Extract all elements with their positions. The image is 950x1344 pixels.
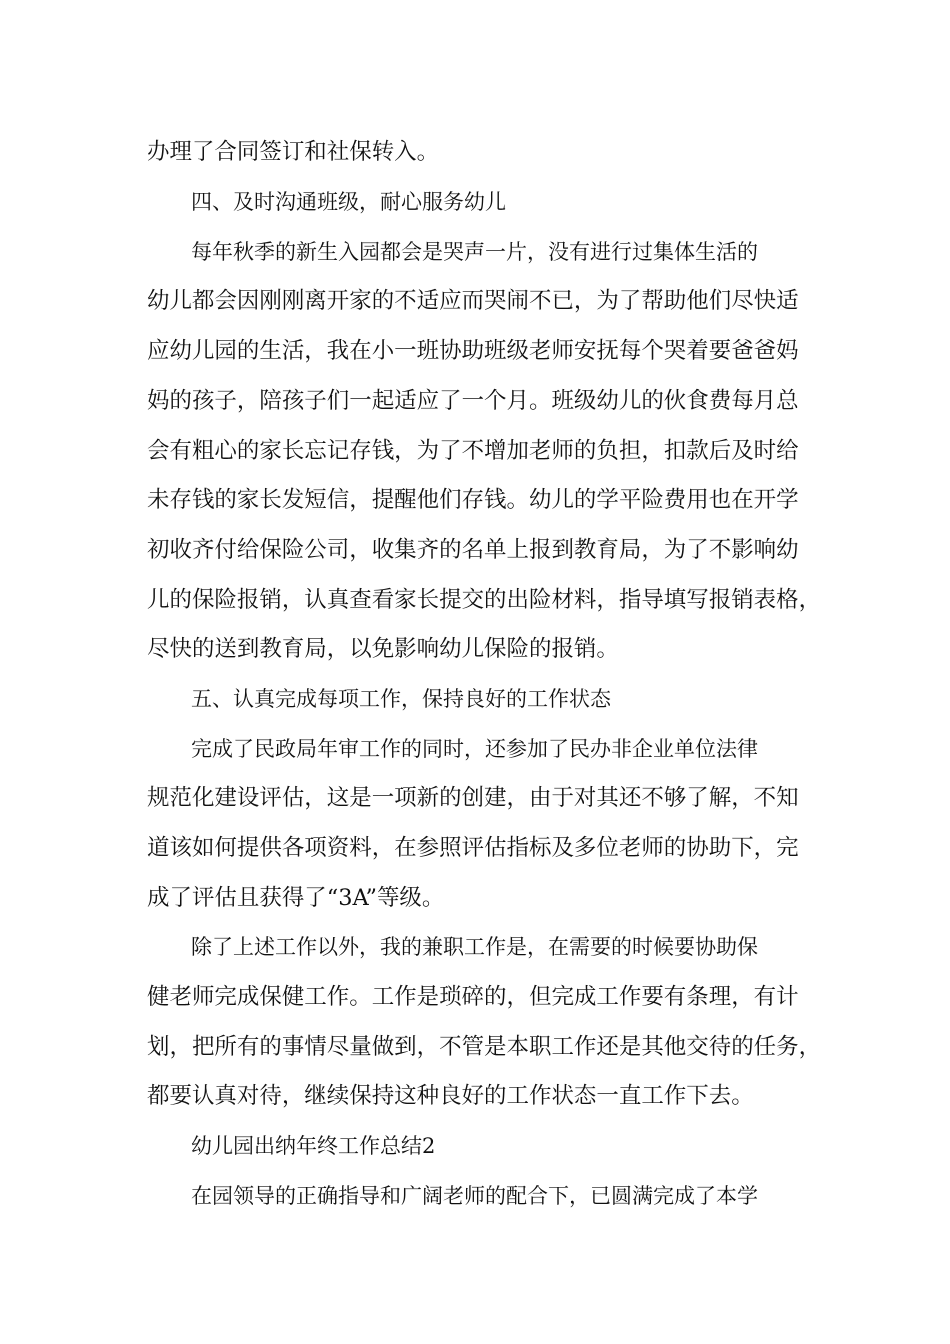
paragraph-line: 应幼儿园的生活，我在小一班协助班级老师安抚每个哭着要爸爸妈	[147, 338, 799, 364]
paragraph-line: 尽快的送到教育局，以免影响幼儿保险的报销。	[147, 636, 619, 662]
paragraph-line: 在园领导的正确指导和广阔老师的配合下，已圆满完成了本学	[191, 1183, 758, 1208]
section-heading-4: 四、及时沟通班级，耐心服务幼儿	[191, 189, 506, 214]
paragraph-line: 成了评估且获得了“3A”等级。	[147, 885, 445, 911]
paragraph-line: 道该如何提供各项资料，在参照评估指标及多位老师的协助下，完	[147, 835, 799, 861]
document-subtitle: 幼儿园出纳年终工作总结2	[191, 1133, 436, 1158]
paragraph-line: 妈的孩子，陪孩子们一起适应了一个月。班级幼儿的伙食费每月总	[147, 388, 799, 414]
paragraph-line: 会有粗心的家长忘记存钱，为了不增加老师的负担，扣款后及时给	[147, 438, 799, 464]
paragraph-line: 幼儿都会因刚刚离开家的不适应而哭闹不已，为了帮助他们尽快适	[147, 288, 799, 314]
paragraph-line: 划，把所有的事情尽量做到，不管是本职工作还是其他交待的任务，	[147, 1034, 822, 1060]
paragraph-line: 每年秋季的新生入园都会是哭声一片，没有进行过集体生活的	[191, 239, 758, 264]
paragraph-line: 除了上述工作以外，我的兼职工作是，在需要的时候要协助保	[191, 934, 758, 959]
paragraph-line: 办理了合同签订和社保转入。	[147, 139, 440, 165]
section-heading-5: 五、认真完成每项工作，保持良好的工作状态	[191, 686, 611, 711]
paragraph-line: 都要认真对待，继续保持这种良好的工作状态一直工作下去。	[147, 1083, 754, 1109]
paragraph-line: 初收齐付给保险公司，收集齐的名单上报到教育局，为了不影响幼	[147, 537, 799, 563]
paragraph-line: 完成了民政局年审工作的同时，还参加了民办非企业单位法律	[191, 736, 758, 761]
paragraph-line: 未存钱的家长发短信，提醒他们存钱。幼儿的学平险费用也在开学	[147, 487, 799, 513]
paragraph-line: 健老师完成保健工作。工作是琐碎的，但完成工作要有条理，有计	[147, 984, 799, 1010]
paragraph-line: 儿的保险报销，认真查看家长提交的出险材料，指导填写报销表格，	[147, 587, 822, 613]
paragraph-line: 规范化建设评估，这是一项新的创建，由于对其还不够了解，不知	[147, 785, 799, 811]
